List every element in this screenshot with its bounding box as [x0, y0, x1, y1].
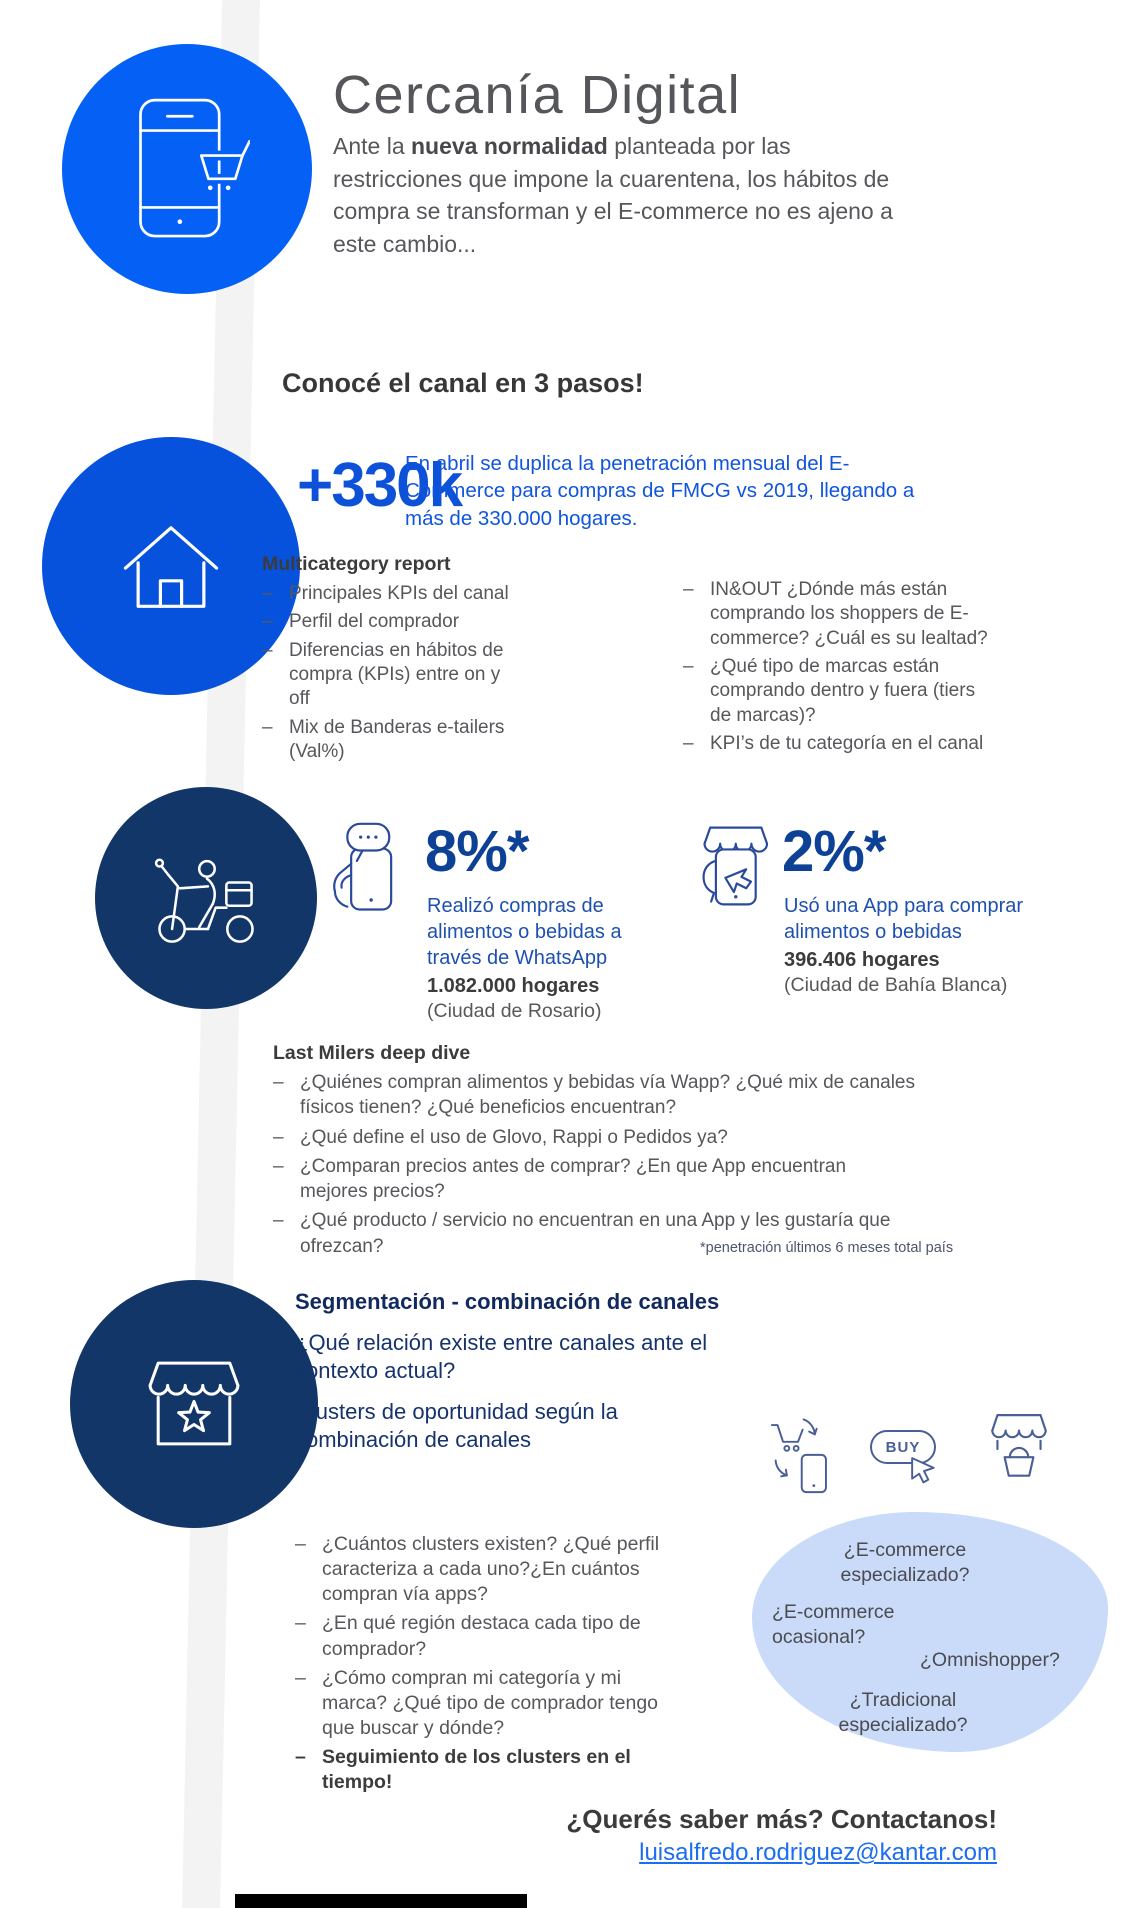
- segmentation-text-column: [295, 1288, 735, 1467]
- list-item: – ¿Qué producto / servicio no encuentran en una App y les gustaría que ofrezcan?: [273, 1208, 915, 1259]
- last-milers-bullets: [273, 1070, 915, 1263]
- cursor-icon: [910, 1456, 938, 1484]
- contact-cta: ¿Querés saber más? Contactanos!: [566, 1804, 997, 1834]
- last-milers-title: Last Milers deep dive: [273, 1042, 471, 1064]
- stat-330k-description: En abril se duplica la penetración mensual del E-Commerce para compras de FMCG vs 2019, llegando a más de 330.000 hogares.: [405, 452, 915, 530]
- contact-email-link[interactable]: luisalfredo.rodriguez@kantar.com: [639, 1839, 997, 1866]
- cluster-label-omnishopper: ¿Omnishopper?: [920, 1649, 1060, 1671]
- store-basket-icon: [986, 1410, 1052, 1488]
- list-item-bold: – Seguimiento de los clusters en el tiempo!: [295, 1745, 689, 1795]
- step3-circle: [70, 1280, 318, 1528]
- intro-text: [333, 130, 911, 261]
- hero-circle: [62, 44, 312, 294]
- phone-cart-icon: [124, 93, 250, 245]
- stat-app-value: 2%*: [782, 819, 886, 884]
- stat-whatsapp-households: 1.082.000 hogares: [427, 975, 600, 997]
- segmentation-question: ¿Qué relación existe entre canales ante el contexto actual?: [295, 1329, 708, 1384]
- buy-bubble-icon: [870, 1430, 948, 1492]
- list-item: – ¿Qué tipo de marcas están comprando dentro y fuera (tiers de marcas)?: [683, 655, 1001, 728]
- cluster-label-ecommerce-especializado: ¿E-commerce especializado?: [840, 1539, 970, 1586]
- cart-phone-sync-icon: [763, 1412, 833, 1494]
- cluster-label-ecommerce-ocasional: ¿E-commerce ocasional?: [772, 1601, 895, 1648]
- segmentation-subtext: Clusters de oportunidad según la combinación de canales: [295, 1398, 618, 1453]
- house-icon: [112, 513, 230, 619]
- list-item: – Mix de Banderas e-tailers (Val%): [262, 716, 524, 765]
- stat-whatsapp-value: 8%*: [425, 819, 529, 884]
- intro-bold: nueva normalidad: [411, 133, 608, 159]
- buy-label: BUY: [885, 1438, 921, 1456]
- multicategory-bullets-left: [262, 582, 524, 768]
- steps-heading: Conocé el canal en 3 pasos!: [282, 368, 644, 398]
- list-item: – ¿En qué región destaca cada tipo de comprador?: [295, 1611, 689, 1661]
- list-item: – IN&OUT ¿Dónde más están comprando los shoppers de E-commerce? ¿Cuál es su lealtad?: [683, 578, 1001, 651]
- multicategory-bullets-right: [683, 578, 1001, 760]
- stat-whatsapp-description: Realizó compras de alimentos o bebidas a través de WhatsApp: [427, 895, 622, 969]
- list-item: – ¿Qué define el uso de Glovo, Rappi o Pedidos ya?: [273, 1125, 915, 1150]
- list-item: – Perfil del comprador: [262, 610, 524, 634]
- stat-app-households: 396.406 hogares: [784, 949, 940, 971]
- list-item: – Principales KPIs del canal: [262, 582, 524, 606]
- stat-app-city: (Ciudad de Bahía Blanca): [784, 974, 1008, 996]
- segmentation-bullets: [295, 1532, 689, 1799]
- list-item: – ¿Cuántos clusters existen? ¿Qué perfil caracteriza a cada uno?¿En cuántos compran vía apps?: [295, 1532, 689, 1607]
- intro-suffix: planteada por las restricciones que impone la cuarentena, los hábitos de compra se transforman y el E-commerce no es ajeno a este cambio...: [333, 133, 893, 257]
- stat-app-description: Usó una App para comprar alimentos o bebidas: [784, 895, 1024, 943]
- list-item: – ¿Quiénes compran alimentos y bebidas vía Wapp? ¿Qué mix de canales físicos tienen? ¿Qué beneficios encuentran?: [273, 1070, 915, 1121]
- app-store-phone-icon: [678, 820, 768, 912]
- cluster-label-tradicional-especializado: ¿Tradicional especializado?: [838, 1689, 968, 1736]
- multicategory-report-title: Multicategory report: [262, 553, 451, 575]
- list-item: – ¿Comparan precios antes de comprar? ¿En que App encuentran mejores precios?: [273, 1154, 915, 1205]
- penetration-footnote: *penetración últimos 6 meses total país: [700, 1240, 954, 1256]
- list-item: – ¿Cómo compran mi categoría y mi marca? ¿Qué tipo de comprador tengo que buscar y dónde?: [295, 1666, 689, 1741]
- stat-330k: +330k: [297, 451, 462, 520]
- delivery-scooter-icon: [143, 843, 269, 953]
- segmentation-heading: Segmentación - combinación de canales: [295, 1289, 720, 1314]
- step2-circle: [95, 787, 317, 1009]
- stat-whatsapp-city: (Ciudad de Rosario): [427, 1000, 602, 1022]
- stat-whatsapp-block: [427, 893, 669, 1024]
- intro-prefix: Ante la: [333, 133, 411, 159]
- whatsapp-chat-phone-icon: [318, 820, 410, 920]
- bottom-bar: [235, 1894, 527, 1908]
- list-item: – Diferencias en hábitos de compra (KPIs) entre on y off: [262, 639, 524, 712]
- page-title: Cercanía Digital: [333, 65, 742, 125]
- stat-app-block: [784, 893, 1069, 998]
- list-item: – KPI’s de tu categoría en el canal: [683, 732, 1001, 756]
- store-star-icon: [136, 1350, 252, 1458]
